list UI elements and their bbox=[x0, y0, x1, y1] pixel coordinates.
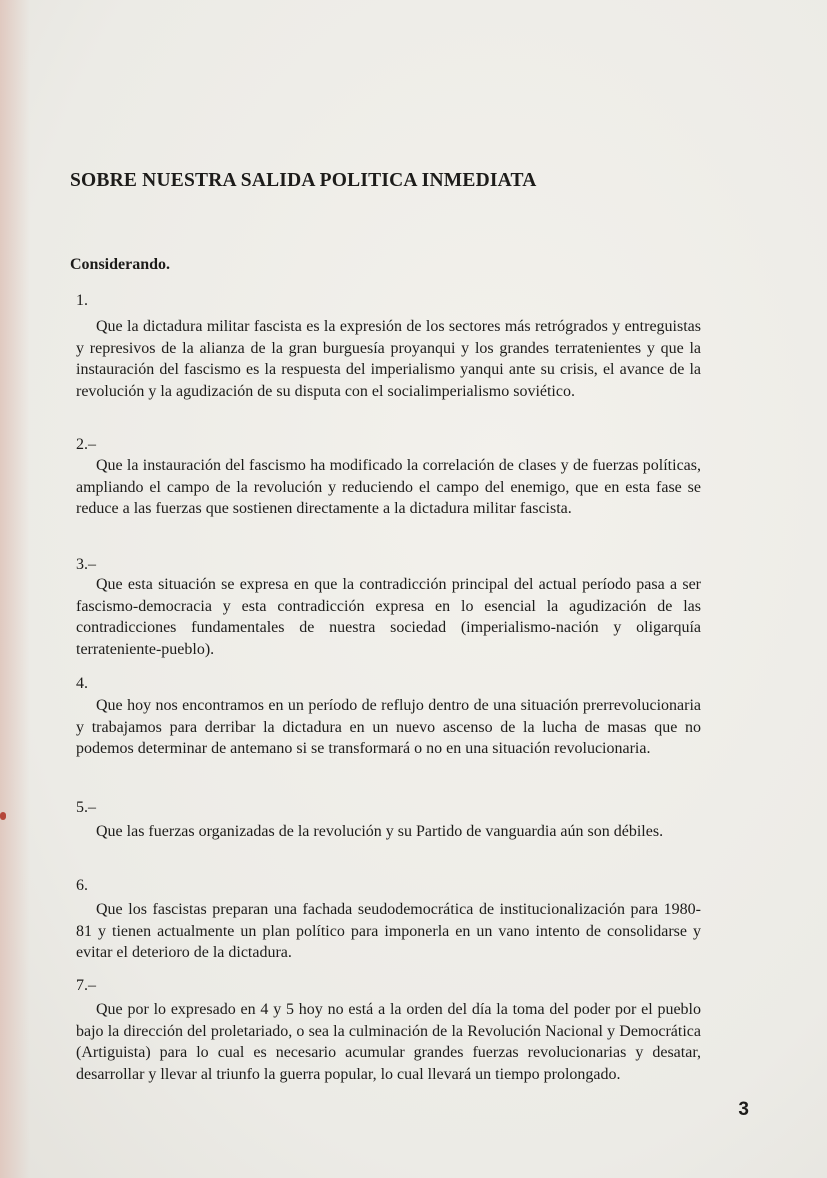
item-6-text: Que los fascistas preparan una fachada seudodemocrática de institucionalización para 1980-81 y tienen actualmente un plan político para imponerla en un vano intento de consolidarse y evitar el deterioro de la dictadura. bbox=[76, 901, 701, 961]
page-fold-shadow bbox=[0, 0, 30, 1178]
item-7-text: Que por lo expresado en 4 y 5 hoy no está a la orden del día la toma del poder por el pueblo bajo la dirección del proletariado, o sea la culminación de la Revolución Nacional y Democrática (Artiguista) para lo cual es necesario acumular grandes fuerzas revolucionarias y desatar, desarrollar y llevar al triunfo la guerra popular, lo cual llevará un tiempo prolongado. bbox=[76, 1001, 701, 1083]
item-6-number: 6. bbox=[76, 877, 88, 894]
item-7-number: 7.– bbox=[76, 977, 96, 994]
intro-heading: Considerando. bbox=[70, 256, 171, 273]
item-3-text: Que esta situación se expresa en que la contradicción principal del actual período pasa a ser fascismo-democracia y esta contradicción expresa en lo esencial la agudización de las contradicciones fundamentales de nuestra sociedad (imperialismo-nación y oligarquía terrateniente-pueblo). bbox=[76, 576, 701, 658]
page-number: 3 bbox=[738, 1099, 749, 1120]
item-4-number: 4. bbox=[76, 675, 88, 692]
item-4-text: Que hoy nos encontramos en un período de reflujo dentro de una situación prerrevolucionaria y trabajamos para derribar la dictadura en un nuevo ascenso de la lucha de masas que no podemos determinar de antemano si se transformará o no en una situación revolucionaria. bbox=[76, 697, 701, 757]
item-1-number: 1. bbox=[76, 292, 88, 309]
red-mark bbox=[0, 812, 6, 820]
item-1-text: Que la dictadura militar fascista es la expresión de los sectores más retrógrados y entreguistas y represivos de la alianza de la gran burguesía proyanqui y los grandes terratenientes y que la instauración del fascismo es la respuesta del imperialismo yanqui ante su crisis, el avance de la revolución y la agudización de su disputa con el socialimperialismo soviético. bbox=[76, 318, 701, 400]
item-2-text: Que la instauración del fascismo ha modificado la correlación de clases y de fuerzas políticas, ampliando el campo de la revolución y reduciendo el campo del enemigo, que en esta fase se reduce a las fuerzas que sostienen directamente a la dictadura militar fascista. bbox=[76, 457, 701, 517]
item-5-text: Que las fuerzas organizadas de la revolución y su Partido de vanguardia aún son débiles. bbox=[96, 823, 664, 840]
document-title: SOBRE NUESTRA SALIDA POLITICA INMEDIATA bbox=[70, 170, 537, 191]
item-2-number: 2.– bbox=[76, 436, 96, 453]
item-3-number: 3.– bbox=[76, 556, 96, 573]
item-5-number: 5.– bbox=[76, 799, 96, 816]
